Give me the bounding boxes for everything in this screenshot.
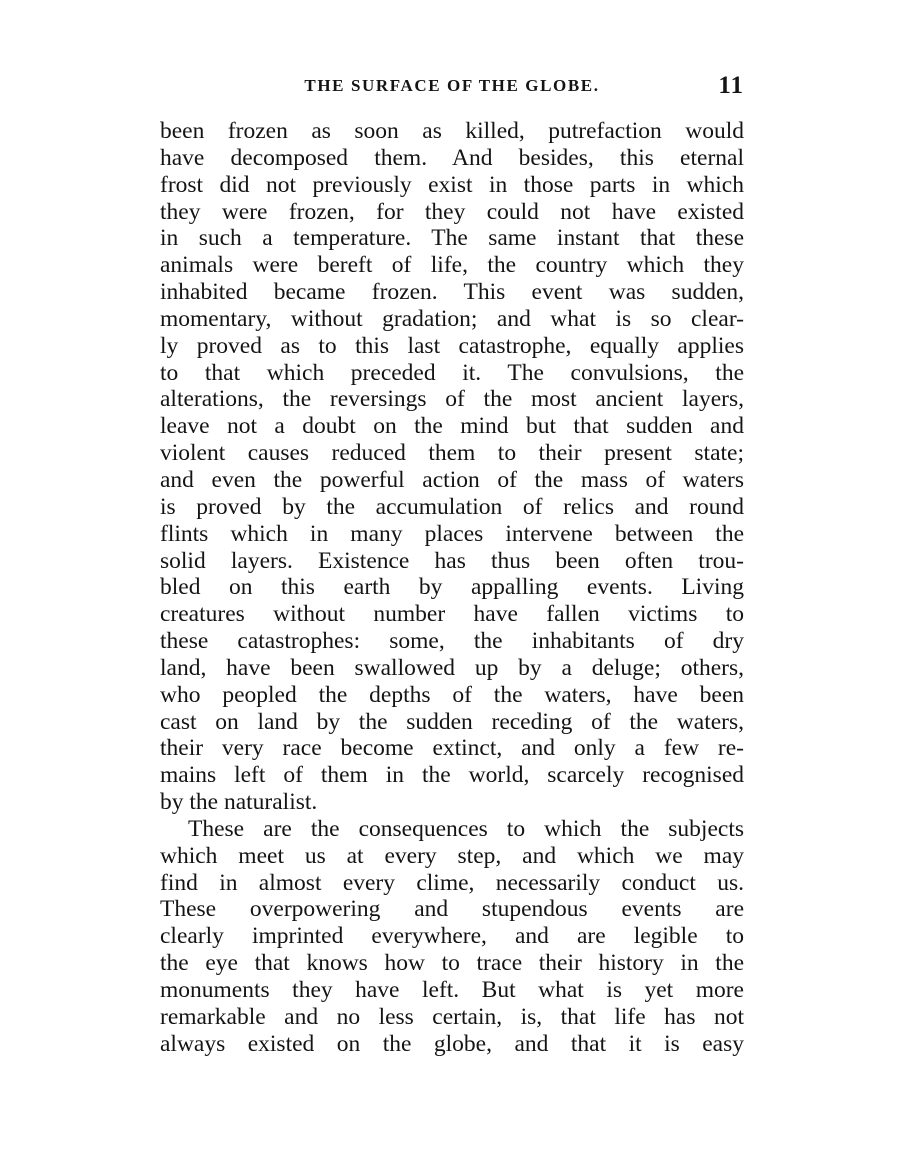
text-line: alterations, the reversings of the most ancient layers, <box>160 386 744 413</box>
text-line: and even the powerful action of the mass of waters <box>160 466 744 493</box>
text-line: momentary, without gradation; and what is so clear- <box>160 305 744 332</box>
text-line: clearly imprinted everywhere, and are legible to <box>160 923 744 950</box>
text-line: remarkable and no less certain, is, that life has not <box>160 1003 744 1030</box>
text-line: these catastrophes: some, the inhabitants of dry <box>160 628 744 655</box>
text-line: inhabited became frozen. This event was sudden, <box>160 279 744 306</box>
text-line: always existed on the globe, and that it is easy <box>160 1030 744 1057</box>
text-line: These overpowering and stupendous events are <box>160 896 744 923</box>
text-line: to that which preceded it. The convulsions, the <box>160 359 744 386</box>
text-line: their very race become extinct, and only a few re- <box>160 735 744 762</box>
text-line: creatures without number have fallen victims to <box>160 601 744 628</box>
paragraph <box>160 118 744 816</box>
text-line: frost did not previously exist in those parts in which <box>160 171 744 198</box>
text-line: find in almost every clime, necessarily conduct us. <box>160 869 744 896</box>
text-line: who peopled the depths of the waters, have been <box>160 681 744 708</box>
text-line: is proved by the accumulation of relics and round <box>160 493 744 520</box>
running-title: THE SURFACE OF THE GLOBE. <box>304 76 600 95</box>
body-text <box>160 118 744 1058</box>
text-line: which meet us at every step, and which we may <box>160 842 744 869</box>
text-line: been frozen as soon as killed, putrefaction would <box>160 118 744 144</box>
text-line: ly proved as to this last catastrophe, equally applies <box>160 332 744 359</box>
text-line: the eye that knows how to trace their history in the <box>160 950 744 977</box>
page-number: 11 <box>718 72 744 99</box>
text-line: violent causes reduced them to their present state; <box>160 440 744 467</box>
text-line: monuments they have left. But what is yet more <box>160 977 744 1003</box>
text-line: solid layers. Existence has thus been often trou- <box>160 547 744 574</box>
text-line: they were frozen, for they could not have existed <box>160 198 744 225</box>
text-line: in such a temperature. The same instant that these <box>160 225 744 252</box>
text-line: by the naturalist. <box>160 789 318 816</box>
text-line: animals were bereft of life, the country which they <box>160 252 744 279</box>
text-line: flints which in many places intervene between the <box>160 520 744 547</box>
text-line: have decomposed them. And besides, this eternal <box>160 144 744 171</box>
text-line: These are the consequences to which the subjects <box>188 815 744 842</box>
text-line: bled on this earth by appalling events. Living <box>160 574 744 601</box>
text-line: land, have been swallowed up by a deluge; others, <box>160 654 744 681</box>
text-line: mains left of them in the world, scarcely recognised <box>160 762 744 789</box>
running-head <box>160 72 744 102</box>
paragraph <box>160 816 744 1058</box>
text-line: cast on land by the sudden receding of the waters, <box>160 708 744 735</box>
text-line: leave not a doubt on the mind but that sudden and <box>160 413 744 440</box>
